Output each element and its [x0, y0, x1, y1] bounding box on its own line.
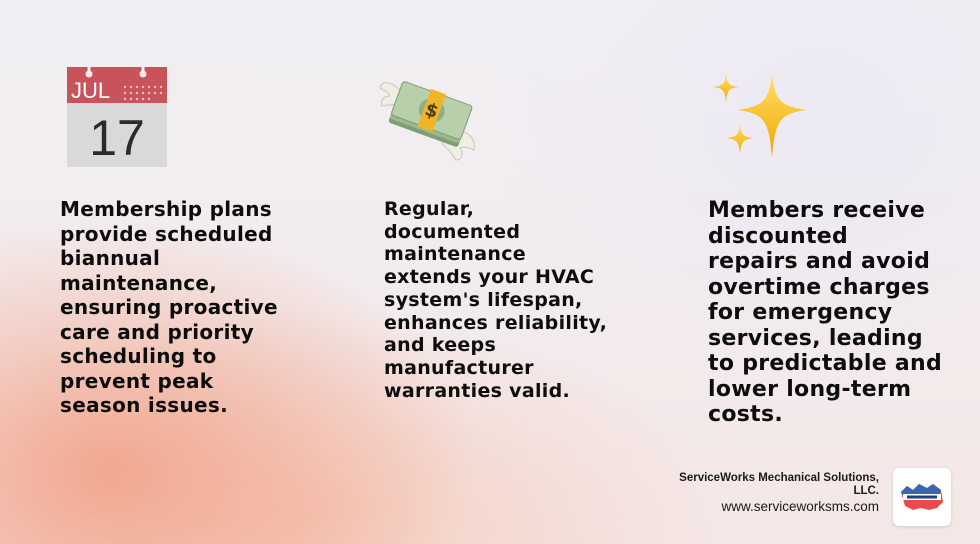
money-with-wings-icon — [378, 70, 480, 165]
calendar-month: JUL — [71, 78, 111, 103]
website-link[interactable]: www.serviceworksms.com — [721, 499, 879, 514]
sparkles-icon — [708, 70, 808, 165]
calendar-icon — [67, 67, 167, 167]
company-name: ServiceWorks Mechanical Solutions, LLC. — [679, 472, 879, 497]
serviceworks-logo-icon — [893, 468, 951, 526]
calendar-day: 17 — [89, 110, 145, 166]
money-band-symbol: $ — [422, 98, 442, 123]
membership-plans-text: Membership plans provide scheduled biannual maintenance, ensuring proactive care and priority scheduling to prevent peak season issues. — [60, 197, 278, 417]
discounts-text: Members receive discounted repairs and avoid overtime charges for emergency services, leading to predictable and lower long-term costs. — [708, 198, 943, 427]
maintenance-text: Regular, documented maintenance extends your HVAC system's lifespan, enhances reliability, and keeps manufacturer warranties valid. — [384, 198, 608, 402]
